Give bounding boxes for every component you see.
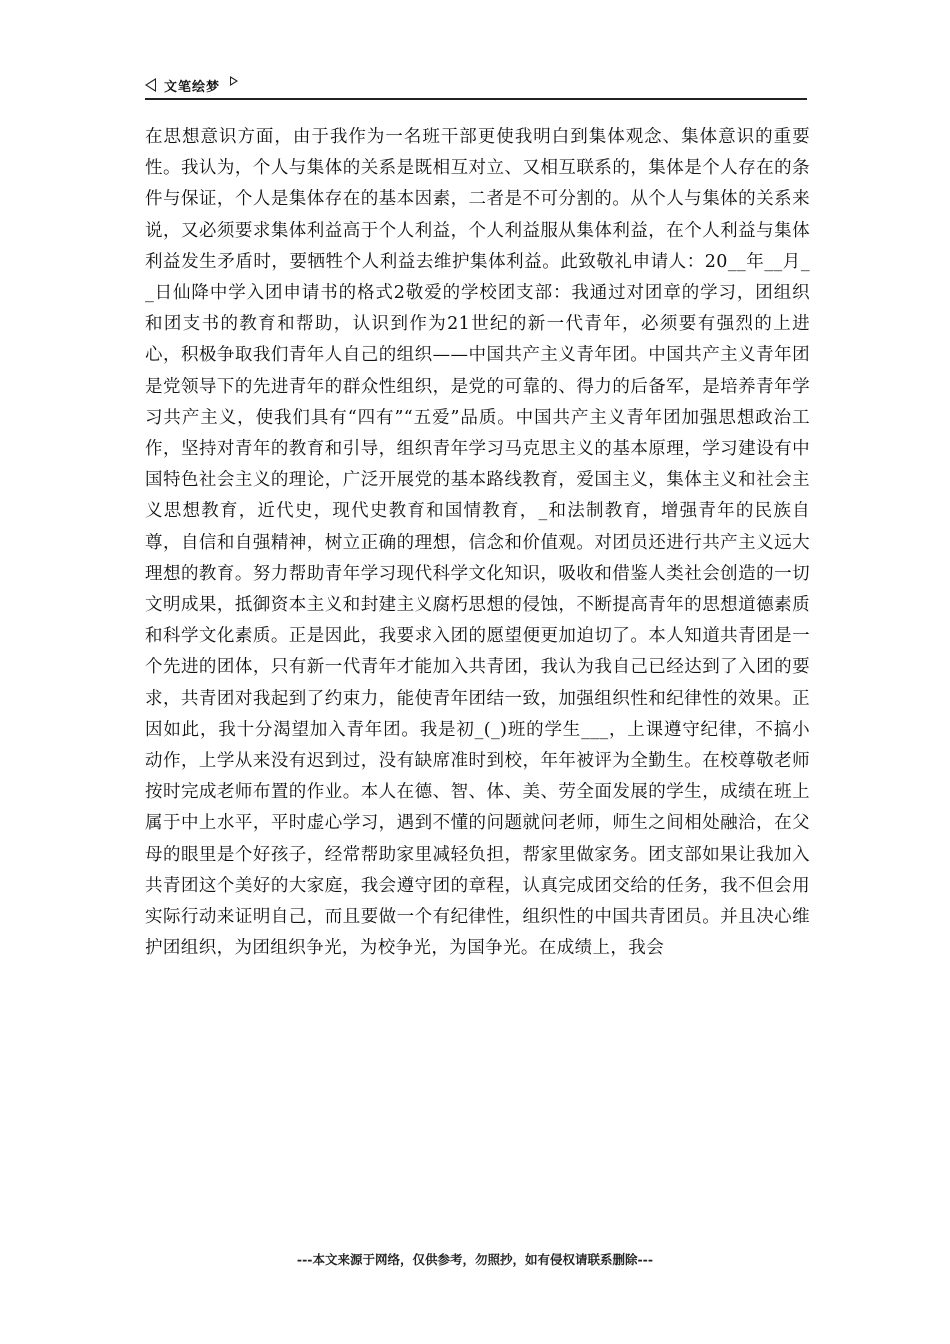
footer-disclaimer: ---本文来源于网络，仅供参考，勿照抄，如有侵权请联系删除--- — [296, 1252, 654, 1267]
page-header — [145, 72, 807, 100]
document-body-text: 在思想意识方面，由于我作为一名班干部更使我明白到集体观念、集体意识的重要性。我认为，个人与集体的关系是既相互对立、又相互联系的，集体是个人存在的条件与保证，个人是集体存在的基本因素，二者是不可分割的。从个人与集体的关系来说，又必须要求集体利益高于个人利益，个人利益服从集体利益，在个人利益与集体利益发生矛盾时，要牺牲个人利益去维护集体利益。此致敬礼申请人：20__年__月__日仙降中学入团申请书的格式2敬爱的学校团支部：我通过对团章的学习，团组织和团支书的教育和帮助，认识到作为21世纪的新一代青年，必须要有强烈的上进心，积极争取我们青年人自己的组织——中国共产主义青年团。中国共产主义青年团是党领导下的先进青年的群众性组织，是党的可靠的、得力的后备军，是培养青年学习共产主义，使我们具有“四有”“五爱”品质。中国共产主义青年团加强思想政治工作，坚持对青年的教育和引导，组织青年学习马克思主义的基本原理，学习建设有中国特色社会主义的理论，广泛开展党的基本路线教育，爱国主义，集体主义和社会主义思想教育，近代史，现代史教育和国情教育，_和法制教育，增强青年的民族自尊，自信和自强精神，树立正确的理想，信念和价值观。对团员还进行共产主义远大理想的教育。努力帮助青年学习现代科学文化知识，吸收和借鉴人类社会创造的一切文明成果，抵御资本主义和封建主义腐朽思想的侵蚀，不断提高青年的思想道德素质和科学文化素质。正是因此，我要求入团的愿望便更加迫切了。本人知道共青团是一个先进的团体，只有新一代青年才能加入共青团，我认为我自己已经达到了入团的要求，共青团对我起到了约束力，能使青年团结一致，加强组织性和纪律性的效果。正因如此，我十分渴望加入青年团。我是初_(_)班的学生___，上课遵守纪律，不搞小动作，上学从来没有迟到过，没有缺席准时到校，年年被评为全勤生。在校尊敬老师按时完成老师布置的作业。本人在德、智、体、美、劳全面发展的学生，成绩在班上属于中上水平，平时虚心学习，遇到不懂的问题就问老师，师生之间相处融洽，在父母的眼里是个好孩子，经常帮助家里减轻负担，帮家里做家务。团支部如果让我加入共青团这个美好的大家庭，我会遵守团的章程，认真完成团交给的任务，我不但会用实际行动来证明自己，而且要做一个有纪律性，组织性的中国共青团员。并且决心维护团组织，为团组织争光，为校争光，为国争光。在成绩上，我会 — [145, 127, 810, 959]
left-triangle-icon — [145, 78, 156, 92]
header-title: 文笔绘梦 — [164, 79, 221, 95]
right-triangle-icon — [230, 76, 238, 86]
